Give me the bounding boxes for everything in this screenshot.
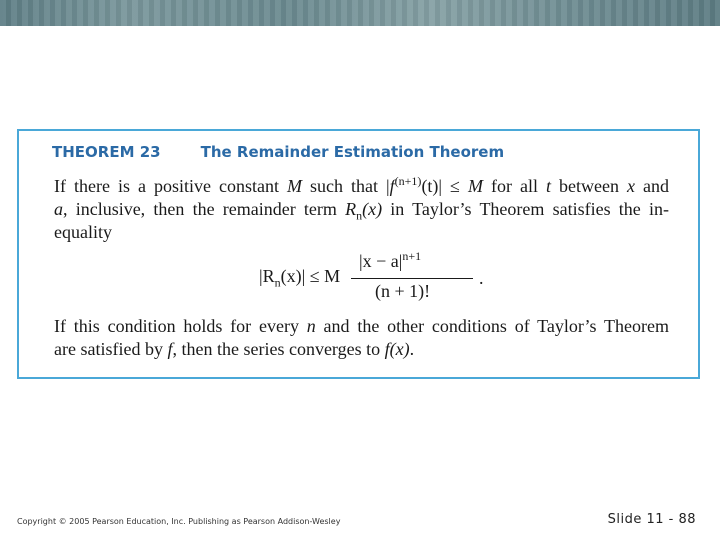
theorem-conclusion [54, 315, 669, 361]
theorem-box [17, 129, 700, 379]
theorem-title: The Remainder Estimation Theorem [200, 143, 505, 161]
copyright-notice: Copyright © 2005 Pearson Education, Inc. Publishing as Pearson Addison-Wesley [17, 517, 341, 526]
slide-number: Slide 11 - 88 [607, 512, 696, 527]
formula-denominator: (n + 1)! [375, 281, 431, 301]
conclusion-line-1: If this condition holds for every n and the other conditions of Taylor’s Theorem [54, 316, 669, 336]
fraction-bar [351, 278, 473, 279]
statement-line-2: a, inclusive, then the remainder term $R_n(x)$ in Taylor’s Theorem satisfies the in- [54, 199, 669, 223]
theorem-label: THEOREM 23 [52, 143, 161, 161]
formula-numerator: $|x - a|^{n+1}$ [359, 249, 422, 271]
conclusion-line-2: are satisfied by f, then the series converges to f(x). [54, 339, 415, 359]
formula-period: . [479, 268, 484, 288]
formula-lhs: $|R_n(x)| \le M$ [259, 266, 341, 290]
theorem-heading [52, 143, 504, 161]
remainder-inequality [259, 249, 489, 309]
theorem-statement [54, 175, 669, 244]
header-decorative-band [0, 0, 720, 26]
statement-line-3: equality [54, 222, 112, 242]
statement-line-1: If there is a positive constant M such that $|f^{(n+1)}(t)| \le M$ for all t between x and [54, 174, 669, 196]
